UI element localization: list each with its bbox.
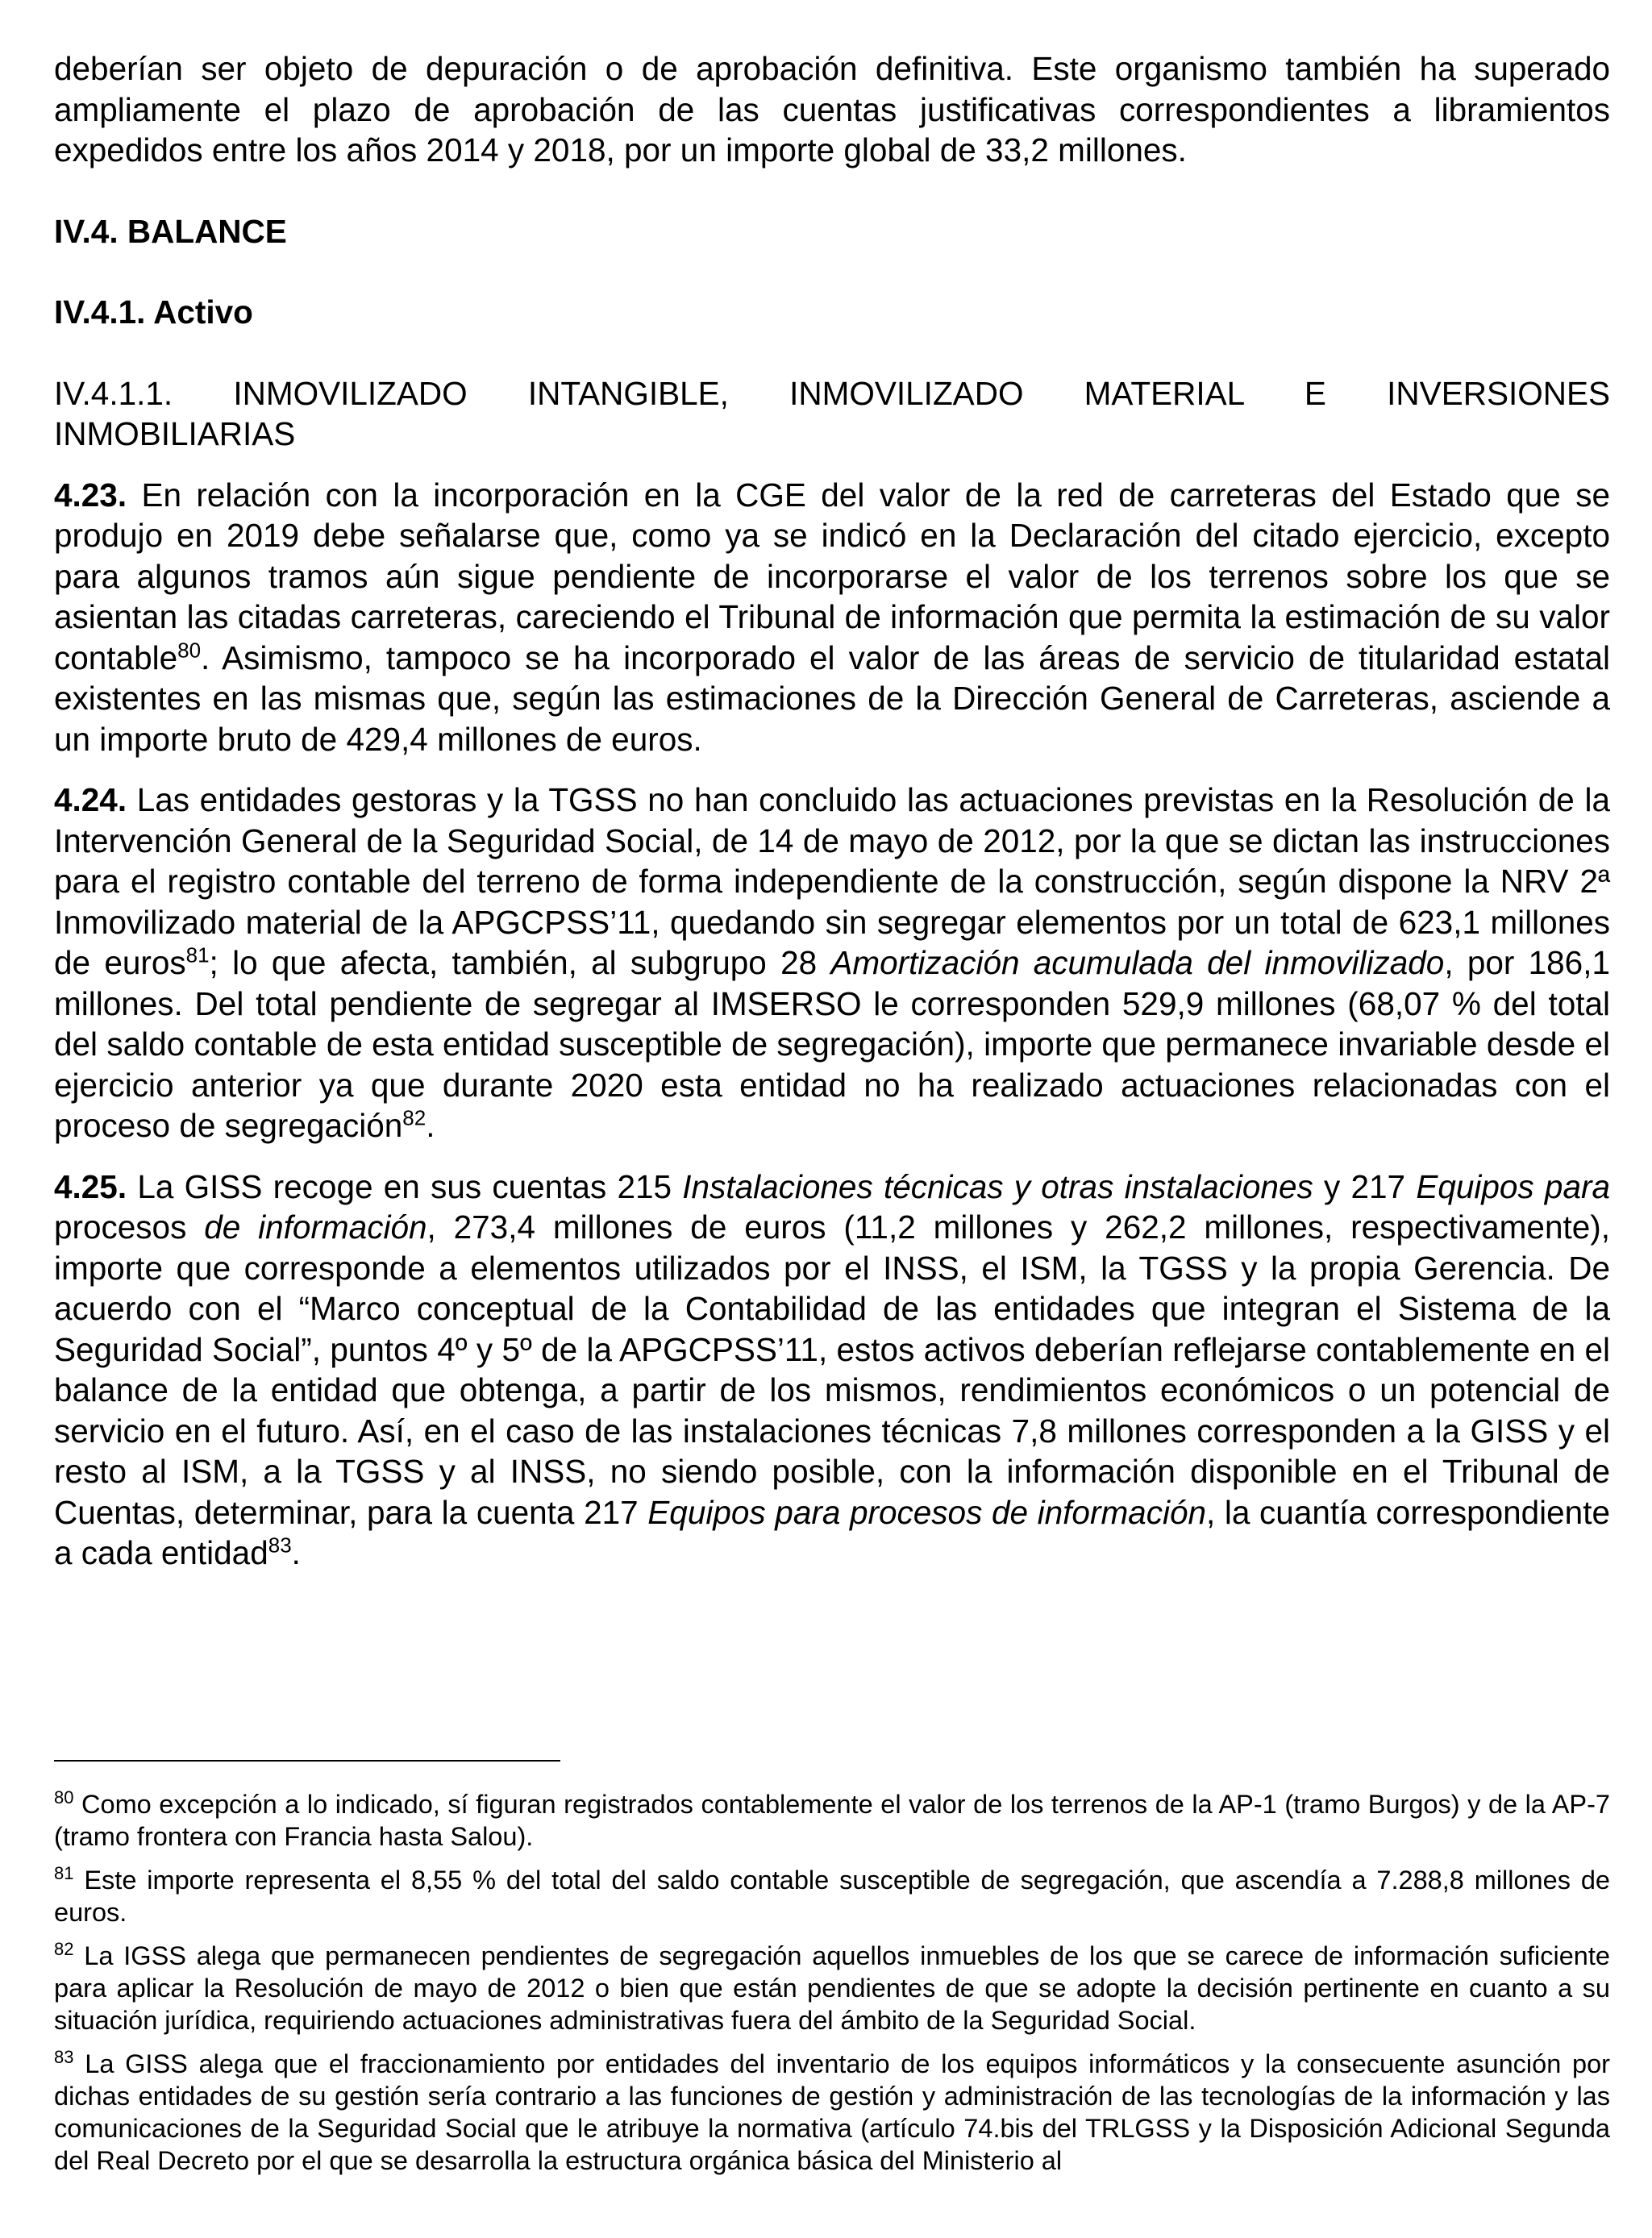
paragraph-text: Las entidades gestoras y la TGSS no han concluido las actuaciones previstas en la Resolución de la Intervención General de la Seguridad Social, de 14 de mayo de 2012, por la que se dictan las instrucciones para el registro contable del terreno de forma independiente de la construcción, según dispone la NRV 2ª Inmovilizado material de la APGCPSS’11, quedando sin segregar elementos por un total de 623,1 millones de euros — [54, 781, 1610, 981]
italic-term: Instalaciones técnicas y otras instalaciones — [682, 1167, 1313, 1205]
footnote-number: 83 — [54, 2047, 74, 2068]
paragraph-text: . — [426, 1107, 435, 1144]
paragraph-number: 4.24. — [54, 781, 127, 818]
footnote-82 — [54, 1940, 1610, 2036]
paragraph-text: y 217 — [1313, 1167, 1417, 1205]
paragraph-text: La GISS recoge en sus cuentas 215 — [127, 1167, 683, 1205]
subsubsection-heading-line2: INMOBILIARIAS — [54, 415, 296, 452]
footnote-text: La GISS alega que el fraccionamiento por entidades del inventario de los equipos informáticos y la consecuente asunción por dichas entidades de su gestión sería contrario a las funciones de gestión y administración de las tecnologías de la información y las comunicaciones de la Seguridad Social que le atribuye la normativa (artículo 74.bis del TRLGSS y la Disposición Adicional Segunda del Real Decreto por el que se desarrolla la estructura orgánica básica del Ministerio al — [54, 2049, 1610, 2175]
paragraph-number: 4.25. — [54, 1167, 127, 1205]
paragraph-text: , la cuantía correspondiente a cada entidad — [54, 1493, 1610, 1571]
italic-term: Equipos para — [1416, 1167, 1610, 1205]
footnote-separator — [54, 1760, 560, 1762]
italic-term: de información — [204, 1208, 427, 1246]
footnote-text: La IGSS alega que permanecen pendientes de segregación aquellos inmuebles de los que se carece de información suficiente para aplicar la Resolución de mayo de 2012 o bien que están pendientes de que se adopte la decisión pertinente en cuanto a su situación jurídica, requiriendo actuaciones administrativas fuera del ámbito de la Seguridad Social. — [54, 1941, 1610, 2035]
paragraph-text: . — [291, 1534, 301, 1571]
footnote-text: Como excepción a lo indicado, sí figuran registrados contablemente el valor de los terrenos de la AP-1 (tramo Burgos) y de la AP-7 (tramo frontera con Francia hasta Salou). — [54, 1790, 1610, 1851]
paragraph-text: . Asimismo, tampoco se ha incorporado el valor de las áreas de servicio de titularidad estatal existentes en las mismas que, según las estimaciones de la Dirección General de Carreteras, asciende a un importe bruto de 429,4 millones de euros. — [54, 639, 1610, 758]
intro-paragraph: deberían ser objeto de depuración o de aprobación definitiva. Este organismo también ha superado ampliamente el plazo de aprobación de las cuentas justificativas correspondientes a libramientos expedidos entre los años 2014 y 2018, por un importe global de 33,2 millones. — [54, 50, 1610, 168]
paragraph-number: 4.23. — [54, 476, 127, 514]
paragraph-text: procesos — [54, 1208, 205, 1246]
footnote-80 — [54, 1788, 1610, 1853]
subsubsection-heading-line1: IV.4.1.1. INMOVILIZADO INTANGIBLE, INMOVILIZADO MATERIAL E INVERSIONES — [54, 374, 1610, 412]
paragraph-text: ; lo que afecta, también, al subgrupo 28 — [209, 944, 831, 981]
paragraph-4-24 — [54, 780, 1610, 1146]
paragraph-text: En relación con la incorporación en la CGE del valor de la red de carreteras del Estado que se produjo en 2019 debe señalarse que, como ya se indicó en la Declaración del citado ejercicio, excepto para algunos tramos aún sigue pendiente de incorporarse el valor de los terrenos sobre los que se asientan las citadas carreteras, careciendo el Tribunal de información que permita la estimación de su valor contable — [54, 476, 1610, 676]
footnote-81 — [54, 1864, 1610, 1928]
italic-term: Amortización acumulada del inmovilizado — [830, 944, 1445, 981]
footnote-number: 81 — [54, 1863, 74, 1884]
document-body — [54, 48, 1610, 1574]
footnote-number: 82 — [54, 1939, 74, 1960]
footnote-ref-83[interactable]: 83 — [268, 1533, 292, 1558]
footnote-83 — [54, 2048, 1610, 2177]
subsection-heading: IV.4.1. Activo — [54, 293, 253, 331]
paragraph-text: , 273,4 millones de euros (11,2 millones y 262,2 millones, respectivamente), importe que corresponde a elementos utilizados por el INSS, el ISM, la TGSS y la propia Gerencia. De acuerdo con el “Marco conceptual de la Contabilidad de las entidades que integran el Sistema de la Seguridad Social”, puntos 4º y 5º de la APGCPSS’11, estos activos deberían reflejarse contablemente en el balance de la entidad que obtenga, a partir de los mismos, rendimientos económicos o un potencial de servicio en el futuro. Así, en el caso de las instalaciones técnicas 7,8 millones corresponden a la GISS y el resto al ISM, a la TGSS y al INSS, no siendo posible, con la información disponible en el Tribunal de Cuentas, determinar, para la cuenta 217 — [54, 1208, 1610, 1531]
italic-term: Equipos para procesos de información — [647, 1493, 1206, 1531]
subsubsection-heading — [54, 373, 1610, 455]
footnote-number: 80 — [54, 1787, 74, 1808]
paragraph-4-23 — [54, 475, 1610, 760]
footnote-ref-82[interactable]: 82 — [402, 1105, 427, 1130]
paragraph-text: , por 186,1 millones. Del total pendiente de segregar al IMSERSO le corresponden 529,9 millones (68,07 % del total del saldo contable de esta entidad susceptible de segregación), importe que permanece invariable desde el ejercicio anterior ya que durante 2020 esta entidad no ha realizado actuaciones relacionadas con el proceso de segregación — [54, 944, 1610, 1144]
section-heading: IV.4. BALANCE — [54, 212, 287, 250]
footnote-ref-81[interactable]: 81 — [185, 942, 210, 967]
footnote-ref-80[interactable]: 80 — [177, 638, 202, 662]
footnotes — [54, 1788, 1610, 2188]
paragraph-4-25 — [54, 1167, 1610, 1574]
footnote-text: Este importe representa el 8,55 % del total del saldo contable susceptible de segregación, que ascendía a 7.288,8 millones de euros. — [54, 1866, 1610, 1927]
